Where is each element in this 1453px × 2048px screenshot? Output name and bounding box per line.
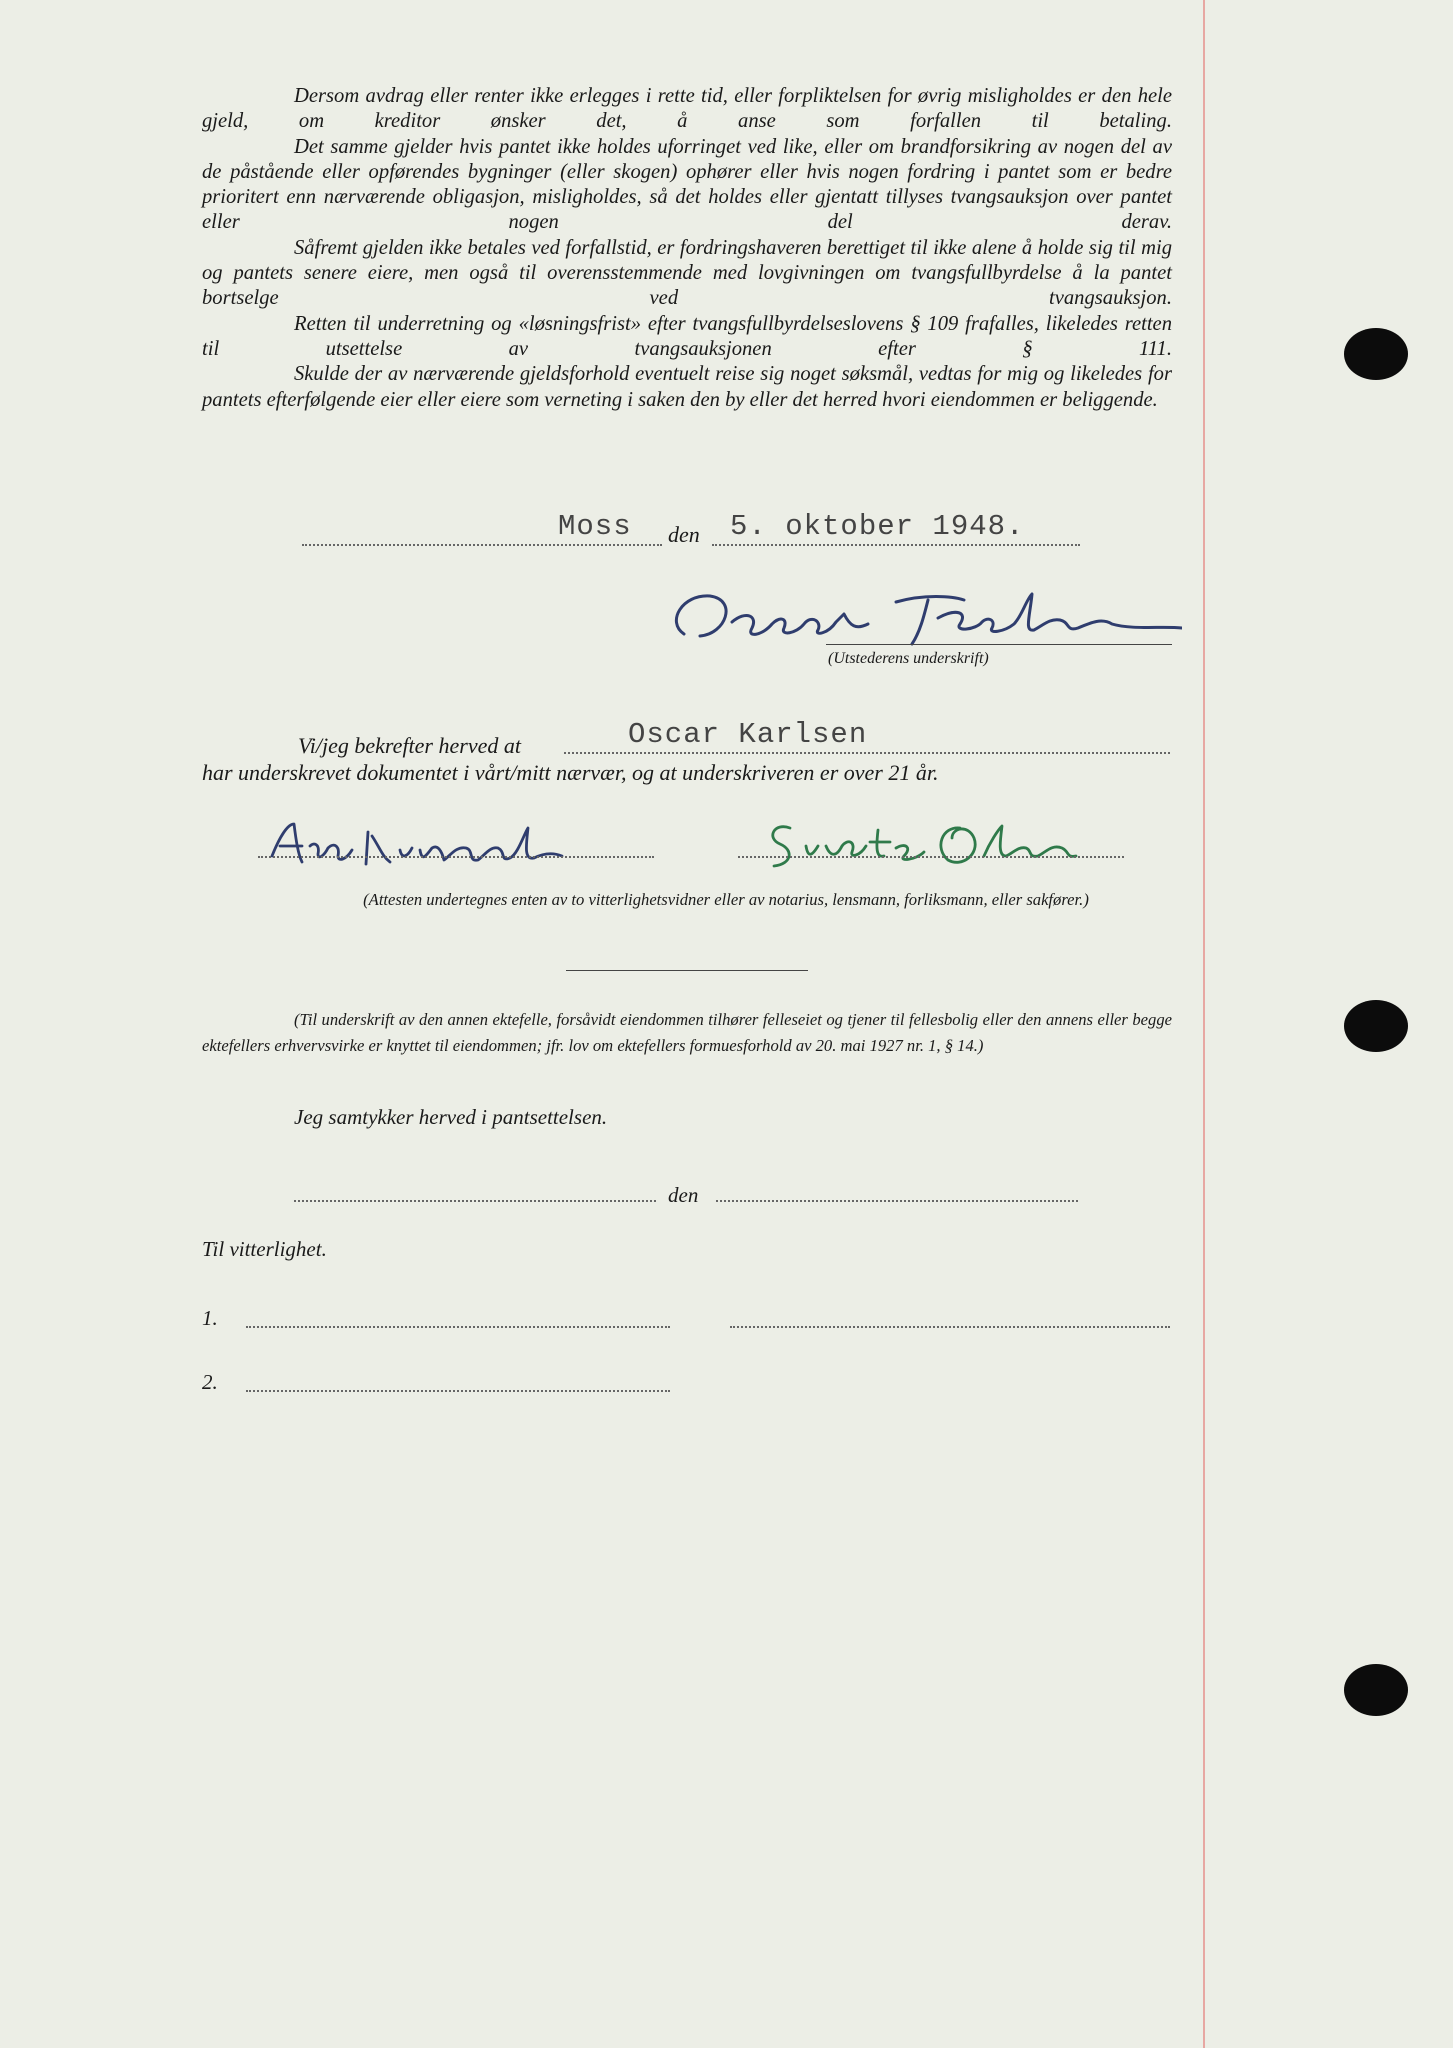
vitterlighet-line-1a (246, 1326, 670, 1328)
vitterlighet-line-2 (246, 1390, 670, 1392)
date-value: 5. oktober 1948. (730, 510, 1025, 543)
issuer-signature-line (826, 644, 1172, 645)
vitterlighet-heading: Til vitterlighet. (202, 1237, 327, 1261)
binder-hole-bottom (1344, 1664, 1408, 1716)
place-dotted-line (302, 544, 662, 546)
vitterlighet-line-1b (730, 1326, 1170, 1328)
witness-name-dotted-line (564, 752, 1170, 754)
paragraph-forced-sale: Såfremt gjelden ikke betales ved forfallstid, er fordringshaveren berettiget til ikke alene å holde sig til mig og pantets senere eiere, men også til overensstemmende med lovgivningen om tvangsfullbyrdelse å la pantet bortselge ved tvangsauksjon. (202, 236, 1172, 310)
paragraph-collateral: Det samme gjelder hvis pantet ikke holdes uforringet ved like, eller om brandforsikring av nogen del av de påstående eller opførendes bygninger (eller skogen) ophører eller hvis nogen fordring i pantet som er bedre prioritert enn nærværende obligasjon, misligholdes, så det holdes eller gjentatt tillyses tvangsauksjon over pantet eller nogen del derav. (202, 135, 1172, 234)
witness1-signature (262, 816, 602, 880)
terms-text (202, 84, 1172, 413)
consent-date-dotted-line (716, 1200, 1078, 1202)
witness1-dotted-line (258, 856, 654, 858)
paragraph-notice: Retten til underretning og «løsningsfrist» efter tvangsfullbyrdelseslovens § 109 frafalles, likeledes retten til utsettelse av tvangsauksjonen efter § 111. (202, 312, 1172, 360)
place-value: Moss (558, 510, 632, 543)
consent-text: Jeg samtykker herved i pantsettelsen. (294, 1105, 608, 1129)
attest-separator (566, 970, 808, 971)
witness-statement-prefix: Vi/jeg bekrefter herved at (298, 733, 521, 758)
witness-statement-name: Oscar Karlsen (628, 718, 868, 751)
paragraph-venue: Skulde der av nærværende gjeldsforhold eventuelt reise sig noget søksmål, vedtas for mig og likeledes for pantets efterfølgende eier eller eiere som verneting i saken den by eller det herred hvori eiendommen er beliggende. (202, 363, 1172, 411)
den-label: den (668, 522, 700, 547)
consent-den-label: den (668, 1183, 699, 1207)
margin-rule (1203, 0, 1205, 2048)
vitterlighet-item-2: 2. (202, 1370, 218, 1394)
attest-note: (Attesten undertegnes enten av to vitterlighetsvidner eller av notarius, lensmann, forliksmann, eller sakfører.) (363, 890, 1089, 909)
binder-hole-top (1344, 328, 1408, 380)
witness2-dotted-line (738, 856, 1124, 858)
witness2-signature (756, 812, 1096, 876)
consent-place-dotted-line (294, 1200, 656, 1202)
witness-statement-line2: har underskrevet dokumentet i vårt/mitt nærvær, og at underskriveren er over 21 år. (202, 760, 939, 785)
spouse-note: (Til underskrift av den annen ektefelle, forsåvidt eiendommen tilhører felleseiet og tjener til fellesbolig eller den annens eller begge ektefellers erhvervsvirke er knyttet til eiendommen; jfr. lov om ektefellers formuesforhold av 20. mai 1927 nr. 1, § 14.) (202, 1010, 1172, 1055)
issuer-caption: (Utstederens underskrift) (828, 650, 989, 667)
date-dotted-line (712, 544, 1080, 546)
paragraph-default: Dersom avdrag eller renter ikke erlegges i rette tid, eller forpliktelsen for øvrig misligholdes er den hele gjeld, om kreditor ønsker det, å anse som forfallen til betaling. (202, 85, 1172, 133)
binder-hole-middle (1344, 1000, 1408, 1052)
vitterlighet-item-1: 1. (202, 1306, 218, 1330)
